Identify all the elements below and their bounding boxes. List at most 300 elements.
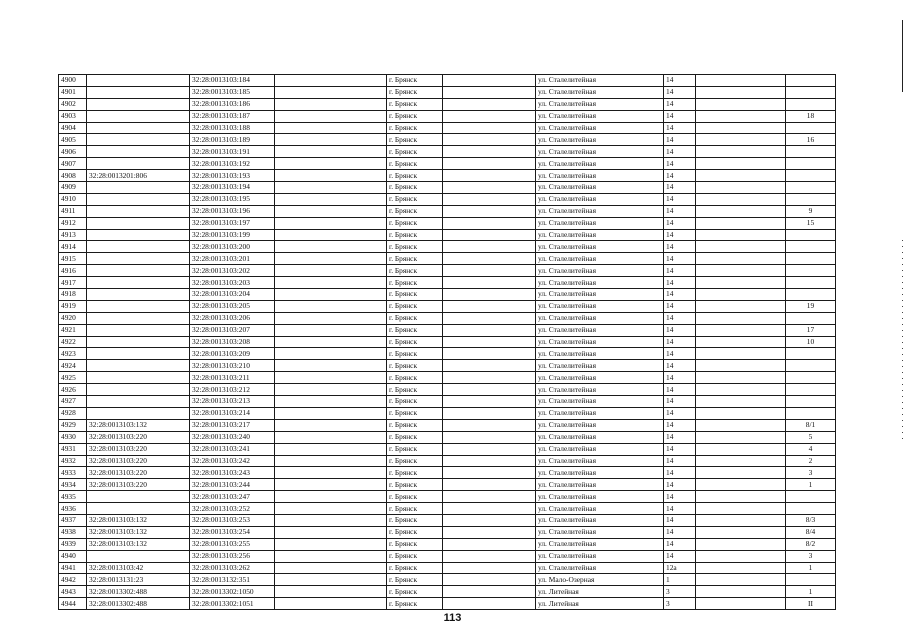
table-row <box>59 300 836 312</box>
blank-cell-a <box>275 491 387 503</box>
cadastral-number-cell: 32:28:0013103:214 <box>190 407 275 419</box>
blank-cell-b <box>443 265 536 277</box>
table-row <box>59 134 836 146</box>
blank-cell-a <box>275 348 387 360</box>
house-number-cell: 14 <box>664 467 696 479</box>
blank-cell-b <box>443 229 536 241</box>
cadastral-number-cell: 32:28:0013103:186 <box>190 98 275 110</box>
cadastral-number-cell: 32:28:0013103:209 <box>190 348 275 360</box>
street-cell: ул. Сталелитейная <box>536 98 664 110</box>
row-number-cell: 4922 <box>59 336 87 348</box>
blank-cell-c <box>696 110 786 122</box>
parent-cadastral-number-cell: 32:28:0013302:488 <box>87 598 190 610</box>
street-cell: ул. Сталелитейная <box>536 503 664 515</box>
parent-cadastral-number-cell <box>87 229 190 241</box>
table-row <box>59 193 836 205</box>
blank-cell-b <box>443 586 536 598</box>
row-number-cell: 4913 <box>59 229 87 241</box>
house-number-cell: 14 <box>664 253 696 265</box>
blank-cell-b <box>443 312 536 324</box>
blank-cell-c <box>696 550 786 562</box>
blank-cell-c <box>696 229 786 241</box>
blank-cell-c <box>696 360 786 372</box>
blank-cell-c <box>696 300 786 312</box>
apartment-cell <box>786 158 836 170</box>
parent-cadastral-number-cell <box>87 312 190 324</box>
cadastral-number-cell: 32:28:0013103:208 <box>190 336 275 348</box>
blank-cell-a <box>275 253 387 265</box>
blank-cell-b <box>443 503 536 515</box>
apartment-cell <box>786 170 836 182</box>
blank-cell-b <box>443 419 536 431</box>
cadastral-number-cell: 32:28:0013103:200 <box>190 241 275 253</box>
blank-cell-a <box>275 217 387 229</box>
table-row <box>59 598 836 610</box>
blank-cell-b <box>443 360 536 372</box>
blank-cell-a <box>275 562 387 574</box>
street-cell: ул. Сталелитейная <box>536 455 664 467</box>
cadastral-register-table <box>58 74 836 610</box>
parent-cadastral-number-cell: 32:28:0013103:132 <box>87 526 190 538</box>
parent-cadastral-number-cell: 32:28:0013103:132 <box>87 514 190 526</box>
apartment-cell <box>786 241 836 253</box>
row-number-cell: 4921 <box>59 324 87 336</box>
street-cell: ул. Сталелитейная <box>536 384 664 396</box>
table-row <box>59 265 836 277</box>
house-number-cell: 14 <box>664 265 696 277</box>
street-cell: ул. Сталелитейная <box>536 396 664 408</box>
cadastral-number-cell: 32:28:0013103:247 <box>190 491 275 503</box>
city-cell: г. Брянск <box>387 348 443 360</box>
parent-cadastral-number-cell <box>87 217 190 229</box>
street-cell: ул. Сталелитейная <box>536 241 664 253</box>
city-cell: г. Брянск <box>387 277 443 289</box>
street-cell: ул. Сталелитейная <box>536 158 664 170</box>
row-number-cell: 4919 <box>59 300 87 312</box>
city-cell: г. Брянск <box>387 75 443 87</box>
city-cell: г. Брянск <box>387 182 443 194</box>
blank-cell-c <box>696 514 786 526</box>
blank-cell-b <box>443 598 536 610</box>
street-cell: ул. Сталелитейная <box>536 491 664 503</box>
row-number-cell: 4902 <box>59 98 87 110</box>
blank-cell-a <box>275 265 387 277</box>
parent-cadastral-number-cell <box>87 98 190 110</box>
blank-cell-a <box>275 75 387 87</box>
apartment-cell: 19 <box>786 300 836 312</box>
blank-cell-c <box>696 134 786 146</box>
table-row <box>59 538 836 550</box>
blank-cell-a <box>275 443 387 455</box>
parent-cadastral-number-cell: 32:28:0013103:220 <box>87 455 190 467</box>
house-number-cell: 14 <box>664 75 696 87</box>
table-row <box>59 289 836 301</box>
house-number-cell: 14 <box>664 324 696 336</box>
blank-cell-b <box>443 538 536 550</box>
row-number-cell: 4938 <box>59 526 87 538</box>
city-cell: г. Брянск <box>387 538 443 550</box>
cadastral-number-cell: 32:28:0013103:255 <box>190 538 275 550</box>
apartment-cell <box>786 75 836 87</box>
parent-cadastral-number-cell <box>87 503 190 515</box>
blank-cell-c <box>696 158 786 170</box>
street-cell: ул. Сталелитейная <box>536 277 664 289</box>
house-number-cell: 14 <box>664 300 696 312</box>
apartment-cell: 2 <box>786 455 836 467</box>
row-number-cell: 4901 <box>59 86 87 98</box>
city-cell: г. Брянск <box>387 134 443 146</box>
apartment-cell: 8/1 <box>786 419 836 431</box>
row-number-cell: 4930 <box>59 431 87 443</box>
blank-cell-c <box>696 86 786 98</box>
cadastral-number-cell: 32:28:0013103:195 <box>190 193 275 205</box>
cadastral-number-cell: 32:28:0013103:240 <box>190 431 275 443</box>
cadastral-number-cell: 32:28:0013103:241 <box>190 443 275 455</box>
apartment-cell <box>786 574 836 586</box>
table-row <box>59 443 836 455</box>
parent-cadastral-number-cell <box>87 146 190 158</box>
row-number-cell: 4904 <box>59 122 87 134</box>
street-cell: ул. Сталелитейная <box>536 146 664 158</box>
blank-cell-c <box>696 348 786 360</box>
house-number-cell: 14 <box>664 372 696 384</box>
table-row <box>59 491 836 503</box>
apartment-cell <box>786 407 836 419</box>
house-number-cell: 14 <box>664 503 696 515</box>
house-number-cell: 14 <box>664 86 696 98</box>
parent-cadastral-number-cell <box>87 550 190 562</box>
table-row <box>59 205 836 217</box>
cadastral-number-cell: 32:28:0013103:206 <box>190 312 275 324</box>
city-cell: г. Брянск <box>387 562 443 574</box>
blank-cell-a <box>275 277 387 289</box>
blank-cell-c <box>696 170 786 182</box>
row-number-cell: 4915 <box>59 253 87 265</box>
street-cell: ул. Сталелитейная <box>536 538 664 550</box>
blank-cell-a <box>275 158 387 170</box>
blank-cell-b <box>443 396 536 408</box>
city-cell: г. Брянск <box>387 479 443 491</box>
blank-cell-b <box>443 277 536 289</box>
street-cell: ул. Сталелитейная <box>536 324 664 336</box>
apartment-cell: 4 <box>786 443 836 455</box>
cadastral-number-cell: 32:28:0013103:252 <box>190 503 275 515</box>
apartment-cell: 9 <box>786 205 836 217</box>
street-cell: ул. Сталелитейная <box>536 443 664 455</box>
house-number-cell: 1 <box>664 574 696 586</box>
blank-cell-b <box>443 562 536 574</box>
parent-cadastral-number-cell <box>87 182 190 194</box>
parent-cadastral-number-cell: 32:28:0013103:132 <box>87 538 190 550</box>
row-number-cell: 4903 <box>59 110 87 122</box>
blank-cell-b <box>443 146 536 158</box>
blank-cell-b <box>443 348 536 360</box>
cadastral-number-cell: 32:28:0013103:217 <box>190 419 275 431</box>
row-number-cell: 4900 <box>59 75 87 87</box>
street-cell: ул. Сталелитейная <box>536 407 664 419</box>
house-number-cell: 14 <box>664 134 696 146</box>
street-cell: ул. Сталелитейная <box>536 229 664 241</box>
table-row <box>59 75 836 87</box>
blank-cell-a <box>275 241 387 253</box>
house-number-cell: 14 <box>664 241 696 253</box>
blank-cell-b <box>443 134 536 146</box>
cadastral-number-cell: 32:28:0013103:193 <box>190 170 275 182</box>
house-number-cell: 3 <box>664 598 696 610</box>
blank-cell-c <box>696 146 786 158</box>
blank-cell-a <box>275 396 387 408</box>
city-cell: г. Брянск <box>387 229 443 241</box>
house-number-cell: 14 <box>664 312 696 324</box>
table-row <box>59 110 836 122</box>
blank-cell-c <box>696 407 786 419</box>
street-cell: ул. Сталелитейная <box>536 182 664 194</box>
blank-cell-b <box>443 336 536 348</box>
house-number-cell: 14 <box>664 182 696 194</box>
blank-cell-a <box>275 324 387 336</box>
parent-cadastral-number-cell <box>87 396 190 408</box>
table-row <box>59 86 836 98</box>
cadastral-number-cell: 32:28:0013103:199 <box>190 229 275 241</box>
cadastral-number-cell: 32:28:0013103:204 <box>190 289 275 301</box>
blank-cell-a <box>275 170 387 182</box>
blank-cell-a <box>275 98 387 110</box>
blank-cell-c <box>696 586 786 598</box>
table-row <box>59 229 836 241</box>
row-number-cell: 4929 <box>59 419 87 431</box>
blank-cell-b <box>443 241 536 253</box>
parent-cadastral-number-cell: 32:28:0013103:42 <box>87 562 190 574</box>
table-row <box>59 479 836 491</box>
blank-cell-a <box>275 419 387 431</box>
parent-cadastral-number-cell <box>87 384 190 396</box>
blank-cell-c <box>696 598 786 610</box>
city-cell: г. Брянск <box>387 265 443 277</box>
blank-cell-b <box>443 384 536 396</box>
parent-cadastral-number-cell <box>87 75 190 87</box>
row-number-cell: 4936 <box>59 503 87 515</box>
cadastral-number-cell: 32:28:0013103:201 <box>190 253 275 265</box>
row-number-cell: 4911 <box>59 205 87 217</box>
house-number-cell: 3 <box>664 586 696 598</box>
parent-cadastral-number-cell: 32:28:0013103:220 <box>87 431 190 443</box>
blank-cell-c <box>696 182 786 194</box>
blank-cell-a <box>275 182 387 194</box>
street-cell: ул. Сталелитейная <box>536 336 664 348</box>
blank-cell-a <box>275 526 387 538</box>
table-row <box>59 241 836 253</box>
parent-cadastral-number-cell <box>87 277 190 289</box>
cadastral-number-cell: 32:28:0013103:210 <box>190 360 275 372</box>
street-cell: ул. Сталелитейная <box>536 348 664 360</box>
blank-cell-a <box>275 514 387 526</box>
city-cell: г. Брянск <box>387 146 443 158</box>
cadastral-number-cell: 32:28:0013103:194 <box>190 182 275 194</box>
city-cell: г. Брянск <box>387 300 443 312</box>
blank-cell-c <box>696 265 786 277</box>
parent-cadastral-number-cell: 32:28:0013103:220 <box>87 467 190 479</box>
house-number-cell: 14 <box>664 110 696 122</box>
table-row <box>59 431 836 443</box>
city-cell: г. Брянск <box>387 455 443 467</box>
street-cell: ул. Сталелитейная <box>536 526 664 538</box>
city-cell: г. Брянск <box>387 491 443 503</box>
apartment-cell <box>786 289 836 301</box>
table-row <box>59 324 836 336</box>
row-number-cell: 4943 <box>59 586 87 598</box>
city-cell: г. Брянск <box>387 86 443 98</box>
row-number-cell: 4906 <box>59 146 87 158</box>
blank-cell-c <box>696 217 786 229</box>
blank-cell-b <box>443 574 536 586</box>
table-row <box>59 562 836 574</box>
apartment-cell: 3 <box>786 550 836 562</box>
street-cell: ул. Сталелитейная <box>536 419 664 431</box>
street-cell: ул. Сталелитейная <box>536 312 664 324</box>
street-cell: ул. Сталелитейная <box>536 550 664 562</box>
street-cell: ул. Сталелитейная <box>536 467 664 479</box>
parent-cadastral-number-cell <box>87 158 190 170</box>
row-number-cell: 4928 <box>59 407 87 419</box>
cadastral-number-cell: 32:28:0013302:1050 <box>190 586 275 598</box>
row-number-cell: 4925 <box>59 372 87 384</box>
table-row <box>59 514 836 526</box>
apartment-cell <box>786 360 836 372</box>
house-number-cell: 12а <box>664 562 696 574</box>
blank-cell-c <box>696 241 786 253</box>
blank-cell-c <box>696 289 786 301</box>
parent-cadastral-number-cell <box>87 253 190 265</box>
blank-cell-b <box>443 86 536 98</box>
city-cell: г. Брянск <box>387 336 443 348</box>
table-row <box>59 526 836 538</box>
apartment-cell <box>786 384 836 396</box>
city-cell: г. Брянск <box>387 312 443 324</box>
apartment-cell: II <box>786 598 836 610</box>
apartment-cell <box>786 503 836 515</box>
cadastral-number-cell: 32:28:0013103:207 <box>190 324 275 336</box>
row-number-cell: 4905 <box>59 134 87 146</box>
city-cell: г. Брянск <box>387 574 443 586</box>
house-number-cell: 14 <box>664 289 696 301</box>
cadastral-number-cell: 32:28:0013103:212 <box>190 384 275 396</box>
row-number-cell: 4917 <box>59 277 87 289</box>
street-cell: ул. Сталелитейная <box>536 253 664 265</box>
cadastral-number-cell: 32:28:0013103:242 <box>190 455 275 467</box>
house-number-cell: 14 <box>664 479 696 491</box>
cadastral-number-cell: 32:28:0013103:192 <box>190 158 275 170</box>
street-cell: ул. Сталелитейная <box>536 514 664 526</box>
street-cell: ул. Сталелитейная <box>536 372 664 384</box>
blank-cell-b <box>443 75 536 87</box>
blank-cell-a <box>275 193 387 205</box>
row-number-cell: 4907 <box>59 158 87 170</box>
apartment-cell <box>786 98 836 110</box>
apartment-cell <box>786 491 836 503</box>
row-number-cell: 4933 <box>59 467 87 479</box>
row-number-cell: 4914 <box>59 241 87 253</box>
apartment-cell: 8/4 <box>786 526 836 538</box>
apartment-cell: 1 <box>786 479 836 491</box>
blank-cell-b <box>443 110 536 122</box>
blank-cell-c <box>696 503 786 515</box>
house-number-cell: 14 <box>664 158 696 170</box>
blank-cell-a <box>275 467 387 479</box>
apartment-cell: 8/2 <box>786 538 836 550</box>
street-cell: ул. Сталелитейная <box>536 265 664 277</box>
cadastral-number-cell: 32:28:0013103:187 <box>190 110 275 122</box>
row-number-cell: 4932 <box>59 455 87 467</box>
house-number-cell: 14 <box>664 217 696 229</box>
apartment-cell: 1 <box>786 562 836 574</box>
blank-cell-a <box>275 134 387 146</box>
apartment-cell: 3 <box>786 467 836 479</box>
blank-cell-a <box>275 550 387 562</box>
street-cell: ул. Сталелитейная <box>536 479 664 491</box>
table-body <box>59 75 836 610</box>
city-cell: г. Брянск <box>387 324 443 336</box>
table-row <box>59 253 836 265</box>
row-number-cell: 4935 <box>59 491 87 503</box>
apartment-cell <box>786 372 836 384</box>
table-row <box>59 550 836 562</box>
blank-cell-a <box>275 205 387 217</box>
apartment-cell: 1 <box>786 586 836 598</box>
blank-cell-c <box>696 526 786 538</box>
row-number-cell: 4937 <box>59 514 87 526</box>
house-number-cell: 14 <box>664 396 696 408</box>
apartment-cell: 15 <box>786 217 836 229</box>
city-cell: г. Брянск <box>387 407 443 419</box>
blank-cell-b <box>443 526 536 538</box>
parent-cadastral-number-cell <box>87 491 190 503</box>
house-number-cell: 14 <box>664 122 696 134</box>
blank-cell-c <box>696 384 786 396</box>
cadastral-number-cell: 32:28:0013103:213 <box>190 396 275 408</box>
apartment-cell <box>786 182 836 194</box>
cadastral-number-cell: 32:28:0013103:256 <box>190 550 275 562</box>
street-cell: ул. Литейная <box>536 598 664 610</box>
house-number-cell: 14 <box>664 538 696 550</box>
cadastral-number-cell: 32:28:0013103:254 <box>190 526 275 538</box>
blank-cell-b <box>443 98 536 110</box>
blank-cell-b <box>443 443 536 455</box>
parent-cadastral-number-cell <box>87 205 190 217</box>
parent-cadastral-number-cell <box>87 110 190 122</box>
city-cell: г. Брянск <box>387 205 443 217</box>
table-row <box>59 396 836 408</box>
parent-cadastral-number-cell <box>87 348 190 360</box>
row-number-cell: 4924 <box>59 360 87 372</box>
cadastral-number-cell: 32:28:0013103:189 <box>190 134 275 146</box>
scan-edge-line <box>902 20 903 92</box>
parent-cadastral-number-cell <box>87 300 190 312</box>
city-cell: г. Брянск <box>387 431 443 443</box>
apartment-cell <box>786 193 836 205</box>
row-number-cell: 4912 <box>59 217 87 229</box>
street-cell: ул. Сталелитейная <box>536 217 664 229</box>
house-number-cell: 14 <box>664 146 696 158</box>
blank-cell-b <box>443 491 536 503</box>
blank-cell-c <box>696 98 786 110</box>
apartment-cell: 18 <box>786 110 836 122</box>
row-number-cell: 4916 <box>59 265 87 277</box>
blank-cell-c <box>696 396 786 408</box>
city-cell: г. Брянск <box>387 360 443 372</box>
city-cell: г. Брянск <box>387 396 443 408</box>
blank-cell-a <box>275 479 387 491</box>
blank-cell-a <box>275 586 387 598</box>
